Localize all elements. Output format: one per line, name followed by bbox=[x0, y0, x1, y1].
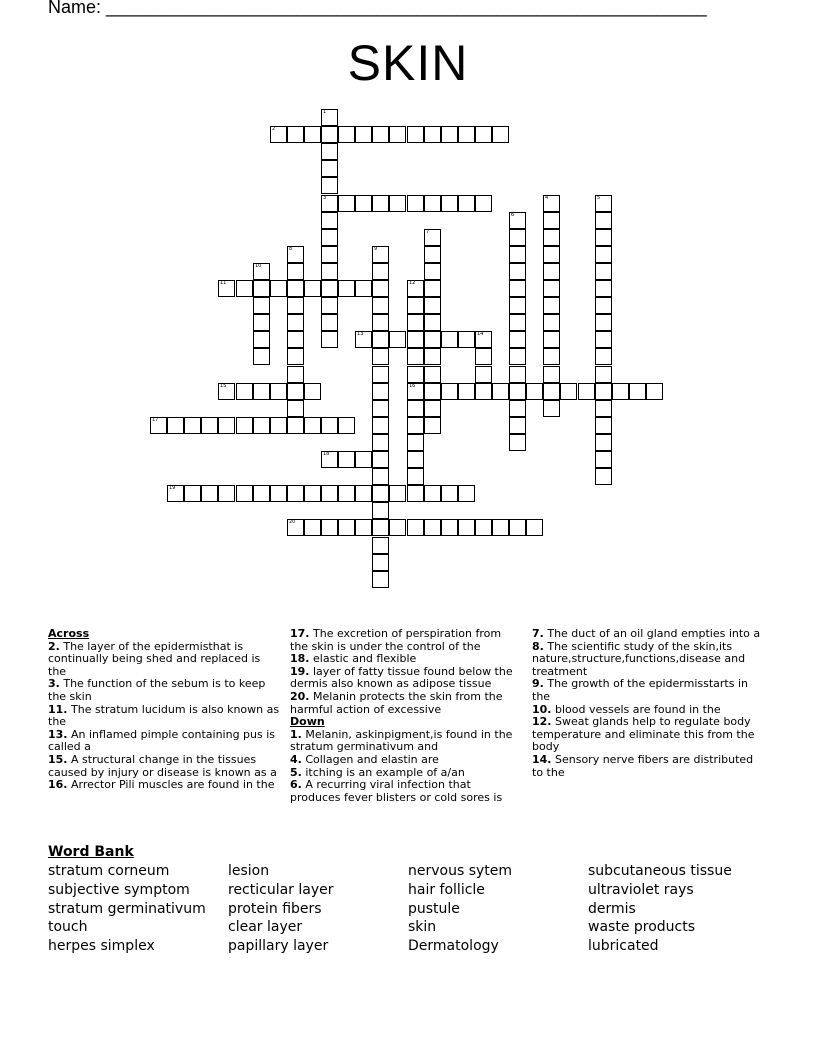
word-bank-item: herpes simplex bbox=[48, 938, 155, 955]
clues-column-3 bbox=[532, 628, 764, 779]
crossword-cell[interactable] bbox=[236, 280, 253, 297]
crossword-cell[interactable] bbox=[509, 417, 526, 434]
crossword-cell[interactable] bbox=[407, 366, 424, 383]
word-bank-item: waste products bbox=[588, 919, 696, 936]
word-bank-item: pustule bbox=[408, 900, 460, 917]
crossword-cell[interactable] bbox=[424, 246, 441, 263]
crossword-cell[interactable] bbox=[389, 195, 406, 212]
crossword-cell[interactable] bbox=[595, 331, 612, 348]
crossword-cell[interactable] bbox=[424, 348, 441, 365]
crossword-cell[interactable] bbox=[253, 485, 270, 502]
crossword-cell[interactable] bbox=[372, 537, 389, 554]
crossword-cell[interactable] bbox=[287, 383, 304, 400]
crossword-cell[interactable] bbox=[321, 451, 338, 468]
crossword-cell[interactable] bbox=[578, 383, 595, 400]
crossword-cell[interactable] bbox=[595, 366, 612, 383]
crossword-cell[interactable] bbox=[424, 314, 441, 331]
page-title: SKIN bbox=[347, 35, 469, 91]
crossword-cell[interactable] bbox=[355, 519, 372, 536]
crossword-cell[interactable] bbox=[509, 331, 526, 348]
word-bank-item: subcutaneous tissue bbox=[588, 863, 732, 879]
clue-number: 4 bbox=[545, 195, 549, 201]
crossword-cell[interactable] bbox=[253, 331, 270, 348]
clue-number: 15 bbox=[220, 383, 227, 389]
clue-number: 13 bbox=[357, 331, 364, 337]
crossword-cell[interactable] bbox=[492, 383, 509, 400]
clue-number: 9 bbox=[374, 246, 378, 252]
clue-down-8: 8. The scientific study of the skin,its nature,structure,functions,disease and treatment bbox=[532, 639, 746, 678]
crossword-cell[interactable] bbox=[509, 263, 526, 280]
clue-number: 20 bbox=[289, 519, 296, 525]
crossword-cell[interactable] bbox=[150, 417, 167, 434]
crossword-cell[interactable] bbox=[218, 383, 235, 400]
crossword-cell[interactable] bbox=[543, 348, 560, 365]
word-bank-item: stratum corneum bbox=[48, 863, 170, 879]
crossword-cell[interactable] bbox=[441, 485, 458, 502]
crossword-cell[interactable] bbox=[321, 297, 338, 314]
crossword-cell[interactable] bbox=[407, 126, 424, 143]
crossword-cell[interactable] bbox=[407, 519, 424, 536]
crossword-cell[interactable] bbox=[475, 331, 492, 348]
clue-down-6: 6. A recurring viral infection that produces fever blisters or cold sores is bbox=[290, 778, 503, 804]
crossword-cell[interactable] bbox=[595, 348, 612, 365]
crossword-cell[interactable] bbox=[201, 417, 218, 434]
word-bank-item: clear layer bbox=[228, 919, 303, 936]
crossword-cell[interactable] bbox=[270, 280, 287, 297]
crossword-cell[interactable] bbox=[424, 366, 441, 383]
crossword-cell[interactable] bbox=[372, 314, 389, 331]
crossword-cell[interactable] bbox=[321, 160, 338, 177]
crossword-cell[interactable] bbox=[236, 383, 253, 400]
crossword-cell[interactable] bbox=[543, 366, 560, 383]
crossword-cell[interactable] bbox=[338, 126, 355, 143]
crossword-cell[interactable] bbox=[338, 519, 355, 536]
crossword-cell[interactable] bbox=[372, 451, 389, 468]
crossword-cell[interactable] bbox=[184, 485, 201, 502]
word-bank-item: nervous sytem bbox=[408, 863, 513, 879]
crossword-cell[interactable] bbox=[270, 383, 287, 400]
crossword-cell[interactable] bbox=[424, 417, 441, 434]
crossword-cell[interactable] bbox=[218, 485, 235, 502]
crossword-cell[interactable] bbox=[424, 400, 441, 417]
crossword-cell[interactable] bbox=[253, 314, 270, 331]
crossword-cell[interactable] bbox=[475, 348, 492, 365]
crossword-cell[interactable] bbox=[407, 195, 424, 212]
clue-down-4: 4. Collagen and elastin are bbox=[290, 752, 439, 766]
crossword-cell[interactable] bbox=[287, 331, 304, 348]
crossword-cell[interactable] bbox=[253, 263, 270, 280]
crossword-cell[interactable] bbox=[595, 417, 612, 434]
clue-across-17: 17. The excretion of perspiration from the skin is under the control of the bbox=[290, 627, 502, 653]
crossword-cell[interactable] bbox=[338, 280, 355, 297]
crossword-cell[interactable] bbox=[509, 229, 526, 246]
name-field-label: Name: ____________________________________________________________ bbox=[48, 0, 707, 17]
clue-number: 19 bbox=[169, 485, 176, 491]
clue-down-7: 7. The duct of an oil gland empties into a bbox=[532, 627, 761, 640]
crossword-cell[interactable] bbox=[543, 195, 560, 212]
clues-column-2 bbox=[290, 628, 522, 804]
crossword-cell[interactable] bbox=[424, 280, 441, 297]
crossword-cell[interactable] bbox=[287, 366, 304, 383]
crossword-cell[interactable] bbox=[543, 229, 560, 246]
word-bank-item: subjective symptom bbox=[48, 881, 190, 898]
crossword-cell[interactable] bbox=[253, 280, 270, 297]
crossword-cell[interactable] bbox=[458, 331, 475, 348]
word-bank-column-1 bbox=[48, 862, 206, 956]
crossword-cell[interactable] bbox=[321, 280, 338, 297]
crossword-cell[interactable] bbox=[321, 417, 338, 434]
word-bank-item: dermis bbox=[588, 900, 636, 917]
crossword-cell[interactable] bbox=[338, 195, 355, 212]
word-bank-item: protein fibers bbox=[228, 900, 322, 917]
clue-number: 18 bbox=[323, 451, 330, 457]
clue-number: 3 bbox=[323, 195, 327, 201]
crossword-cell[interactable] bbox=[595, 451, 612, 468]
crossword-cell[interactable] bbox=[253, 297, 270, 314]
crossword-cell[interactable] bbox=[475, 519, 492, 536]
crossword-cell[interactable] bbox=[287, 246, 304, 263]
crossword-cell[interactable] bbox=[424, 195, 441, 212]
clue-down-14: 14. Sensory nerve fibers are distributed to the bbox=[532, 752, 754, 779]
crossword-cell[interactable] bbox=[441, 195, 458, 212]
crossword-cell[interactable] bbox=[424, 126, 441, 143]
crossword-cell[interactable] bbox=[355, 126, 372, 143]
crossword-cell[interactable] bbox=[338, 417, 355, 434]
crossword-cell[interactable] bbox=[458, 485, 475, 502]
crossword-cell[interactable] bbox=[407, 280, 424, 297]
clue-number: 7 bbox=[426, 229, 430, 235]
crossword-cell[interactable] bbox=[492, 126, 509, 143]
crossword-cell[interactable] bbox=[372, 246, 389, 263]
crossword-cell[interactable] bbox=[560, 383, 577, 400]
crossword-cell[interactable] bbox=[509, 434, 526, 451]
crossword-cell[interactable] bbox=[304, 280, 321, 297]
crossword-cell[interactable] bbox=[407, 417, 424, 434]
crossword-cell[interactable] bbox=[543, 246, 560, 263]
crossword-cell[interactable] bbox=[338, 451, 355, 468]
crossword-cell[interactable] bbox=[475, 383, 492, 400]
crossword-cell[interactable] bbox=[167, 485, 184, 502]
word-bank-item: Dermatology bbox=[408, 938, 499, 955]
word-bank-item: ultraviolet rays bbox=[588, 881, 694, 898]
down-heading: Down bbox=[290, 715, 325, 729]
crossword-cell[interactable] bbox=[321, 314, 338, 331]
crossword-cell[interactable] bbox=[389, 485, 406, 502]
crossword-cell[interactable] bbox=[492, 519, 509, 536]
crossword-cell[interactable] bbox=[236, 485, 253, 502]
word-bank-column-4 bbox=[588, 862, 732, 956]
crossword-cell[interactable] bbox=[407, 485, 424, 502]
clue-down-5: 5. itching is an example of a/an bbox=[290, 765, 465, 779]
crossword-cell[interactable] bbox=[543, 400, 560, 417]
crossword-cell[interactable] bbox=[475, 126, 492, 143]
crossword-cell[interactable] bbox=[184, 417, 201, 434]
crossword-cell[interactable] bbox=[236, 417, 253, 434]
word-bank-item: stratum germinativum bbox=[48, 900, 206, 917]
crossword-cell[interactable] bbox=[526, 519, 543, 536]
crossword-cell[interactable] bbox=[595, 195, 612, 212]
crossword-cell[interactable] bbox=[509, 280, 526, 297]
crossword-cell[interactable] bbox=[372, 400, 389, 417]
crossword-cell[interactable] bbox=[321, 485, 338, 502]
crossword-cell[interactable] bbox=[270, 126, 287, 143]
crossword-cell[interactable] bbox=[441, 519, 458, 536]
crossword-cell[interactable] bbox=[372, 348, 389, 365]
crossword-cell[interactable] bbox=[304, 383, 321, 400]
crossword-cell[interactable] bbox=[355, 195, 372, 212]
crossword-cell[interactable] bbox=[321, 331, 338, 348]
word-bank-item: touch bbox=[48, 919, 88, 936]
crossword-cell[interactable] bbox=[355, 485, 372, 502]
crossword-cell[interactable] bbox=[612, 383, 629, 400]
crossword-cell[interactable] bbox=[218, 280, 235, 297]
crossword-cell[interactable] bbox=[321, 246, 338, 263]
clue-number: 11 bbox=[220, 280, 227, 286]
clue-across-13: 13. An inflamed pimple containing pus is called a bbox=[48, 727, 276, 754]
crossword-cell[interactable] bbox=[372, 195, 389, 212]
clue-down-12: 12. Sweat glands help to regulate body temperature and eliminate this from the body bbox=[532, 715, 755, 754]
word-bank-item: lesion bbox=[228, 863, 270, 879]
crossword-cell[interactable] bbox=[595, 229, 612, 246]
crossword-cell[interactable] bbox=[424, 229, 441, 246]
crossword-cell[interactable] bbox=[287, 314, 304, 331]
crossword-cell[interactable] bbox=[424, 519, 441, 536]
crossword-cell[interactable] bbox=[543, 280, 560, 297]
crossword-cell[interactable] bbox=[355, 331, 372, 348]
crossword-cell[interactable] bbox=[458, 195, 475, 212]
crossword-cell[interactable] bbox=[270, 485, 287, 502]
clue-across-2: 2. The layer of the epidermisthat is continually being shed and replaced is the bbox=[48, 639, 261, 678]
word-bank-item: hair follicle bbox=[408, 881, 485, 898]
word-bank-item: skin bbox=[408, 919, 437, 936]
crossword-cell[interactable] bbox=[509, 314, 526, 331]
crossword-cell[interactable] bbox=[407, 383, 424, 400]
word-bank-item: papillary layer bbox=[228, 938, 329, 955]
clue-number: 5 bbox=[597, 195, 601, 201]
crossword-cell[interactable] bbox=[509, 246, 526, 263]
crossword-cell[interactable] bbox=[338, 485, 355, 502]
crossword-cell[interactable] bbox=[372, 297, 389, 314]
clue-number: 17 bbox=[152, 417, 159, 423]
crossword-cell[interactable] bbox=[321, 519, 338, 536]
crossword-cell[interactable] bbox=[424, 263, 441, 280]
crossword-cell[interactable] bbox=[253, 383, 270, 400]
crossword-cell[interactable] bbox=[543, 212, 560, 229]
crossword-cell[interactable] bbox=[372, 502, 389, 519]
clues-column-1 bbox=[48, 628, 280, 792]
crossword-cell[interactable] bbox=[372, 519, 389, 536]
crossword-cell[interactable] bbox=[509, 366, 526, 383]
clue-number: 8 bbox=[289, 246, 293, 252]
crossword-cell[interactable] bbox=[287, 400, 304, 417]
crossword-cell[interactable] bbox=[595, 297, 612, 314]
crossword-cell[interactable] bbox=[441, 331, 458, 348]
word-bank-column-2 bbox=[228, 862, 334, 956]
across-heading: Across bbox=[48, 627, 90, 640]
crossword-cell[interactable] bbox=[441, 383, 458, 400]
crossword-cell[interactable] bbox=[287, 297, 304, 314]
clue-across-19: 19. layer of fatty tissue found below the dermis also known as adipose tissue bbox=[290, 664, 513, 691]
crossword-cell[interactable] bbox=[509, 400, 526, 417]
crossword-cell[interactable] bbox=[287, 417, 304, 434]
clue-number: 10 bbox=[255, 263, 262, 269]
crossword-cell[interactable] bbox=[509, 519, 526, 536]
crossword-cell[interactable] bbox=[287, 485, 304, 502]
crossword-cell[interactable] bbox=[458, 519, 475, 536]
crossword-cell[interactable] bbox=[287, 263, 304, 280]
crossword-cell[interactable] bbox=[526, 383, 543, 400]
crossword-cell[interactable] bbox=[407, 348, 424, 365]
crossword-cell[interactable] bbox=[372, 383, 389, 400]
crossword-cell[interactable] bbox=[218, 417, 235, 434]
crossword-cell[interactable] bbox=[595, 468, 612, 485]
crossword-cell[interactable] bbox=[287, 348, 304, 365]
crossword-cell[interactable] bbox=[458, 383, 475, 400]
word-bank-item: recticular layer bbox=[228, 881, 334, 898]
clue-number: 16 bbox=[409, 383, 416, 389]
crossword-cell[interactable] bbox=[595, 314, 612, 331]
crossword-cell[interactable] bbox=[509, 348, 526, 365]
crossword-cell[interactable] bbox=[595, 434, 612, 451]
crossword-cell[interactable] bbox=[372, 417, 389, 434]
crossword-cell[interactable] bbox=[441, 126, 458, 143]
crossword-cell[interactable] bbox=[475, 366, 492, 383]
crossword-cell[interactable] bbox=[304, 417, 321, 434]
crossword-cell[interactable] bbox=[321, 177, 338, 194]
clue-number: 2 bbox=[272, 126, 276, 132]
clue-down-10: 10. blood vessels are found in the bbox=[532, 702, 721, 716]
crossword-cell[interactable] bbox=[595, 400, 612, 417]
crossword-cell[interactable] bbox=[543, 331, 560, 348]
crossword-cell[interactable] bbox=[509, 297, 526, 314]
clue-number: 12 bbox=[409, 280, 416, 286]
crossword-cell[interactable] bbox=[372, 554, 389, 571]
crossword-cell[interactable] bbox=[646, 383, 663, 400]
clue-down-1: 1. Melanin, askinpigment,is found in the stratum germinativum and bbox=[290, 727, 513, 754]
crossword-cell[interactable] bbox=[321, 212, 338, 229]
clue-across-18: 18. elastic and flexible bbox=[290, 652, 417, 666]
crossword-cell[interactable] bbox=[372, 263, 389, 280]
clue-number: 14 bbox=[477, 331, 484, 337]
crossword-cell[interactable] bbox=[407, 468, 424, 485]
crossword-cell[interactable] bbox=[372, 280, 389, 297]
clue-across-16: 16. Arrector Pili muscles are found in the bbox=[48, 778, 275, 792]
crossword-cell[interactable] bbox=[389, 126, 406, 143]
crossword-cell[interactable] bbox=[321, 263, 338, 280]
crossword-cell[interactable] bbox=[372, 571, 389, 588]
crossword-cell[interactable] bbox=[595, 263, 612, 280]
crossword-cell[interactable] bbox=[372, 434, 389, 451]
crossword-cell[interactable] bbox=[321, 229, 338, 246]
clue-number: 6 bbox=[511, 212, 515, 218]
crossword-cell[interactable] bbox=[407, 400, 424, 417]
crossword-cell[interactable] bbox=[389, 331, 406, 348]
crossword-cell[interactable] bbox=[321, 195, 338, 212]
crossword-cell[interactable] bbox=[372, 468, 389, 485]
crossword-cell[interactable] bbox=[595, 383, 612, 400]
crossword-cell[interactable] bbox=[372, 366, 389, 383]
crossword-cell[interactable] bbox=[543, 297, 560, 314]
crossword-cell[interactable] bbox=[595, 212, 612, 229]
crossword-cell[interactable] bbox=[424, 485, 441, 502]
clue-down-9: 9. The growth of the epidermisstarts in the bbox=[532, 677, 748, 703]
crossword-cell[interactable] bbox=[355, 451, 372, 468]
crossword-cell[interactable] bbox=[253, 348, 270, 365]
crossword-cell[interactable] bbox=[424, 331, 441, 348]
crossword-cell[interactable] bbox=[595, 280, 612, 297]
crossword-cell[interactable] bbox=[355, 280, 372, 297]
clue-number: 1 bbox=[323, 109, 327, 115]
clue-across-15: 15. A structural change in the tissues caused by injury or disease is known as a bbox=[48, 752, 277, 779]
crossword-cell[interactable] bbox=[424, 297, 441, 314]
crossword-cell[interactable] bbox=[629, 383, 646, 400]
crossword-cell[interactable] bbox=[458, 126, 475, 143]
word-bank-item: lubricated bbox=[588, 938, 659, 955]
crossword-cell[interactable] bbox=[509, 383, 526, 400]
crossword-cell[interactable] bbox=[475, 195, 492, 212]
crossword-cell[interactable] bbox=[304, 485, 321, 502]
word-bank-column-3 bbox=[408, 862, 512, 956]
crossword-cell[interactable] bbox=[509, 212, 526, 229]
crossword-cell[interactable] bbox=[407, 451, 424, 468]
crossword-cell[interactable] bbox=[407, 331, 424, 348]
crossword-cell[interactable] bbox=[167, 417, 184, 434]
crossword-cell[interactable] bbox=[407, 297, 424, 314]
crossword-cell[interactable] bbox=[287, 126, 304, 143]
crossword-cell[interactable] bbox=[424, 383, 441, 400]
clue-across-3: 3. The function of the sebum is to keep the skin bbox=[48, 677, 266, 703]
clue-across-20: 20. Melanin protects the skin from the harmful action of excessive bbox=[290, 689, 503, 716]
crossword-cell[interactable] bbox=[321, 143, 338, 160]
crossword-cell[interactable] bbox=[304, 126, 321, 143]
crossword-cell[interactable] bbox=[321, 109, 338, 126]
crossword-cell[interactable] bbox=[407, 434, 424, 451]
crossword-cell[interactable] bbox=[270, 417, 287, 434]
crossword-cell[interactable] bbox=[372, 485, 389, 502]
crossword-cell[interactable] bbox=[304, 519, 321, 536]
crossword-cell[interactable] bbox=[595, 246, 612, 263]
crossword-cell[interactable] bbox=[389, 519, 406, 536]
crossword-cell[interactable] bbox=[287, 519, 304, 536]
crossword-cell[interactable] bbox=[543, 383, 560, 400]
crossword-cell[interactable] bbox=[543, 263, 560, 280]
crossword-cell[interactable] bbox=[407, 314, 424, 331]
crossword-cell[interactable] bbox=[543, 314, 560, 331]
crossword-cell[interactable] bbox=[372, 331, 389, 348]
word-bank-title: Word Bank bbox=[48, 844, 134, 860]
crossword-cell[interactable] bbox=[201, 485, 218, 502]
crossword-cell[interactable] bbox=[253, 417, 270, 434]
clue-across-11: 11. The stratum lucidum is also known as the bbox=[48, 702, 280, 729]
crossword-cell[interactable] bbox=[321, 126, 338, 143]
crossword-cell[interactable] bbox=[372, 126, 389, 143]
crossword-cell[interactable] bbox=[287, 280, 304, 297]
